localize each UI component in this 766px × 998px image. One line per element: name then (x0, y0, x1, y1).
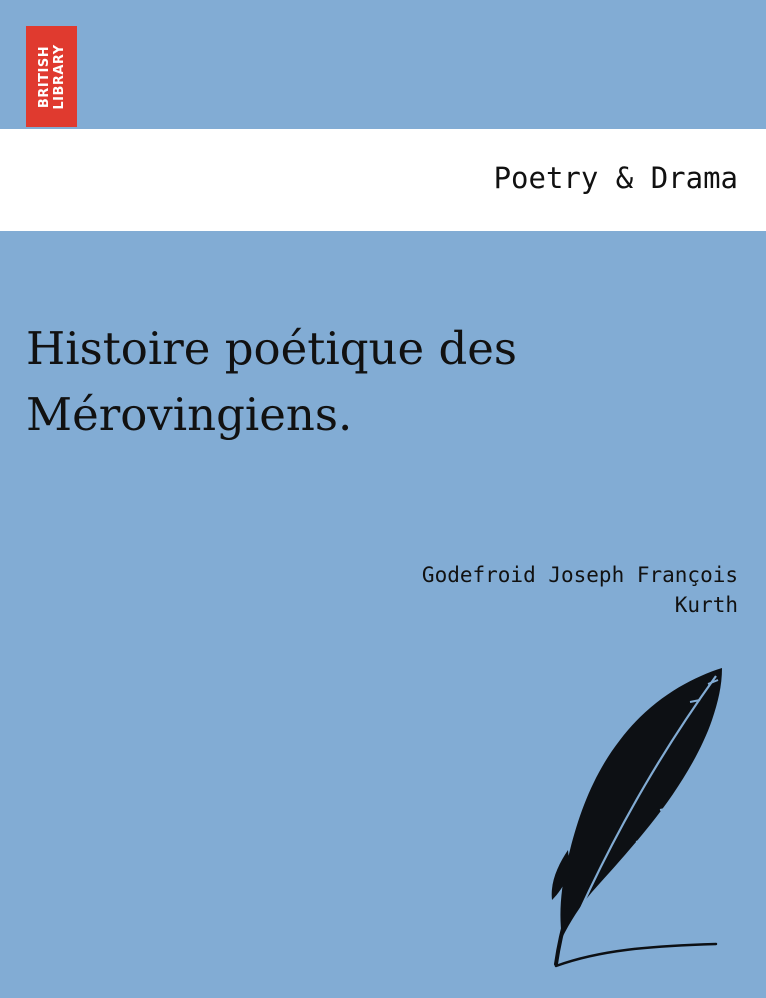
book-author (318, 560, 738, 620)
british-library-logo (26, 26, 77, 127)
book-title-line-2: Mérovingiens. (26, 388, 353, 441)
book-title (26, 316, 746, 448)
logo-line-library: LIBRARY (51, 43, 67, 110)
series-label: Poetry & Drama (493, 161, 738, 195)
author-line-2: Kurth (674, 593, 738, 617)
logo-text (37, 44, 67, 109)
book-title-line-1: Histoire poétique des (26, 322, 518, 375)
quill-feather-icon (540, 660, 740, 980)
author-line-1: Godefroid Joseph François (421, 563, 738, 587)
logo-line-british: BRITISH (36, 45, 52, 108)
series-band (0, 129, 766, 231)
